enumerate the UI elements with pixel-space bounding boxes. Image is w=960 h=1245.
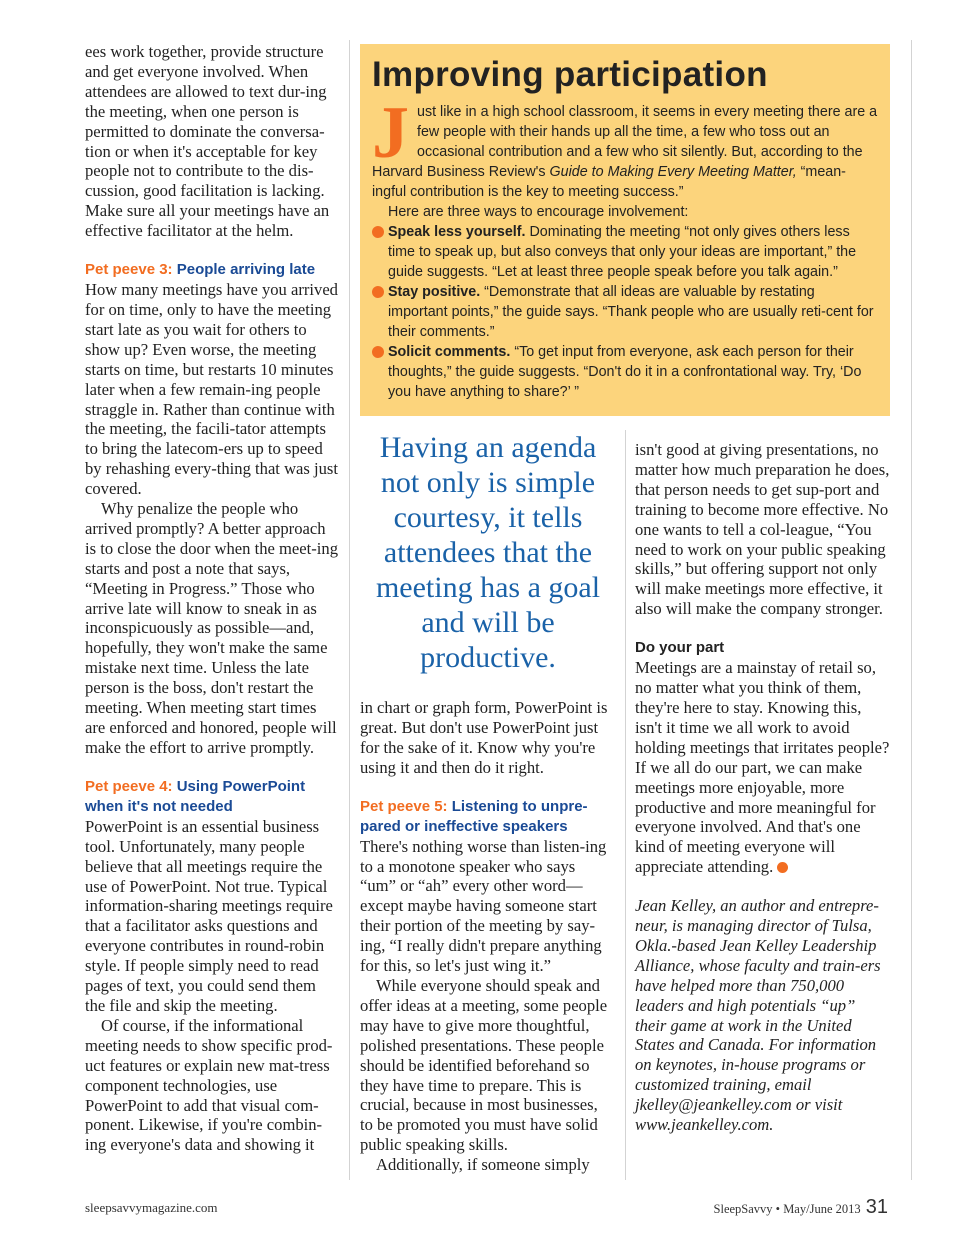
drop-cap: J [372,92,409,174]
paragraph [635,658,890,877]
separator: • [775,1202,781,1216]
lead-text: ust like in a high school classroom, it seems in every meeting there are a few people with their hands up all the time, a few who toss out an occasional contribution and a few who sit silently. But, according to the Harvard Business Review's [372,104,878,180]
heading-label: Pet peeve 4: [85,777,173,795]
bullet-title: Solicit comments. [388,344,511,360]
section-heading-do-your-part [635,638,890,658]
magazine-name: SleepSavvy [713,1202,773,1216]
sidebar-lead [372,92,878,202]
heading-title: Do your part [635,639,725,657]
heading-title: Using PowerPoint when it's not needed [85,777,306,815]
column-right [635,440,890,1135]
bullet-text: “Demonstrate that all ideas are valuable by restating important points,” the guide says. “Thank people who are usually reti-cent for their comments.” [388,284,874,340]
sidebar-title: Improving participation [372,55,768,94]
paragraph: isn't good at giving presentations, no matter how much preparation he does, that person needs to get sup-port and training to become more effective. No one wants to tell a col-league, “You need to work on your public speaking skills,” but offering support not only will make meetings more effective, it also will make the company stronger. [635,440,890,619]
paragraph: How many meetings have you arrived for on time, only to have the meeting start late as you wait for others to show up? Even worse, the meeting starts on time, but restarts 10 minutes later when a few remain-ing people straggle in. Rather than continue with the meeting, the facili-tator attempts to bring the latecom-ers up to speed by rehashing every-thing that was just covered. [85,280,338,499]
heading-label: Pet peeve 3: [85,261,173,279]
heading-label: Pet peeve 5: [360,797,448,815]
paragraph: in chart or graph form, PowerPoint is great. But don't use PowerPoint just for the sake of it. Know why you're using it and then do it right. [360,698,608,777]
column-middle [360,698,614,1175]
sidebar-intro: Here are three ways to encourage involvement: [388,204,689,220]
column-rule-middle [625,430,626,1180]
section-heading-pet-peeve-4 [85,777,340,817]
paragraph: PowerPoint is an essential business tool. Unfortunately, many people believe that all meetings require the use of PowerPoint. Not true. Typical information-sharing meetings require that a facilitator asks questions and everyone contributes in round-robin style. If people simply need to read pages of text, you could send them the file and skip the meeting. [85,816,333,1015]
paragraph: ees work together, provide structure and get everyone involved. When attendees are allowed to text dur-ing the meeting, when one person is permitted to dominate the conversa-tion or when it's acceptable for key people not to contribute to the dis-cussion, good facilitation is lacking. Make sure all your meetings have an effective facilitator at the helm. [85,42,330,241]
paragraph-text: Meetings are a mainstay of retail so, no matter what you think of them, they're here to stay. Knowing this, isn't it time we all work to avoid holding meetings that irritates people? If we all do our part, we can make meetings more enjoyable, more productive and more meaningful for everyone involved. And that's one kind of meeting everyone will appreciate attending. [635,658,890,877]
bullet-title: Stay positive. [388,284,481,300]
bullet-text: “To get input from everyone, ask each person for their thoughts,” the guide suggests. “Don't do it in a confrontational way. Try, ‘Do you have anything to share?’ ” [388,344,862,400]
paragraph: There's nothing worse than listen-ing to a monotone speaker who says “um” or “ah” every other word—except maybe having someone start their portion of the meeting by say-ing, “I really didn't prepare anything for this, so let's just wing it.” [360,836,607,976]
column-rule-left [349,40,350,1180]
footer-website: sleepsavvymagazine.com [85,1200,218,1215]
bullet-dot-icon [372,226,384,238]
pull-quote: Having an agenda not only is simple courtesy, it tells attendees that the meeting has a goal and will be productive. [375,431,601,674]
lead-text-end: “mean-ingful contribution is the key to meeting success.” [372,164,846,200]
sidebar-bullet [372,342,878,402]
paragraph: Additionally, if someone simply [376,1155,590,1175]
sidebar-box [360,44,890,416]
issue-date: May/June 2013 [783,1202,861,1216]
column-left [85,42,340,1155]
column-rule-right [911,40,912,1180]
heading-title: Listening to unpre-pared or ineffective speakers [360,797,588,835]
sidebar-bullet [372,222,878,282]
footer-issue [714,1196,888,1219]
bullet-dot-icon [372,346,384,358]
end-mark-icon [777,862,788,873]
page-number: 31 [865,1196,888,1218]
paragraph: While everyone should speak and offer ideas at a meeting, some people may have to give more thoughtful, polished presentations. These people should be identified beforehand so they have time to prepare. This is crucial, because in most businesses, to be promoted you must have solid public speaking skills. [360,975,608,1155]
section-heading-pet-peeve-5 [360,797,614,837]
paragraph: Why penalize the people who arrived promptly? A better approach is to close the door when the meet-ing starts and post a note that says, “Meeting in Progress.” Those who arrive late will know to sneak in as inconspicuously as possible—and, hopefully, they won't make the same mistake next time. Unless the late person is the boss, don't restart the meeting. When meeting start times are enforced and honored, people will make the effort to arrive promptly. [85,499,338,757]
bullet-text: Dominating the meeting “not only gives others less time to speak up, but also conveys that only your ideas are important,” the guide suggests. “Let at least three people speak before you talk again.” [388,224,857,280]
paragraph: Of course, if the informational meeting needs to show specific prod-uct features or explain new mat-tress component technologies, use PowerPoint to add that visual com-ponent. Likewise, if you're combin-ing everyone's data and showing it [85,1015,333,1155]
bullet-dot-icon [372,286,384,298]
author-bio: Jean Kelley, an author and entrepre-neur, is managing director of Tulsa, Okla.-based Jean Kelley Leadership Alliance, whose faculty and train-ers have helped more than 750,000 leaders and high potentials “up” their game at work in the United States and Canada. For information on keynotes, in-house programs or customized training, email jkelley@jeankelley.com or visit www.jeankelley.com. [635,896,881,1135]
bullet-title: Speak less yourself. [388,224,526,240]
heading-title: People arriving late [176,261,316,279]
section-heading-pet-peeve-3 [85,260,340,280]
book-title: Guide to Making Every Meeting Matter, [549,164,797,180]
sidebar-bullet [372,282,878,342]
